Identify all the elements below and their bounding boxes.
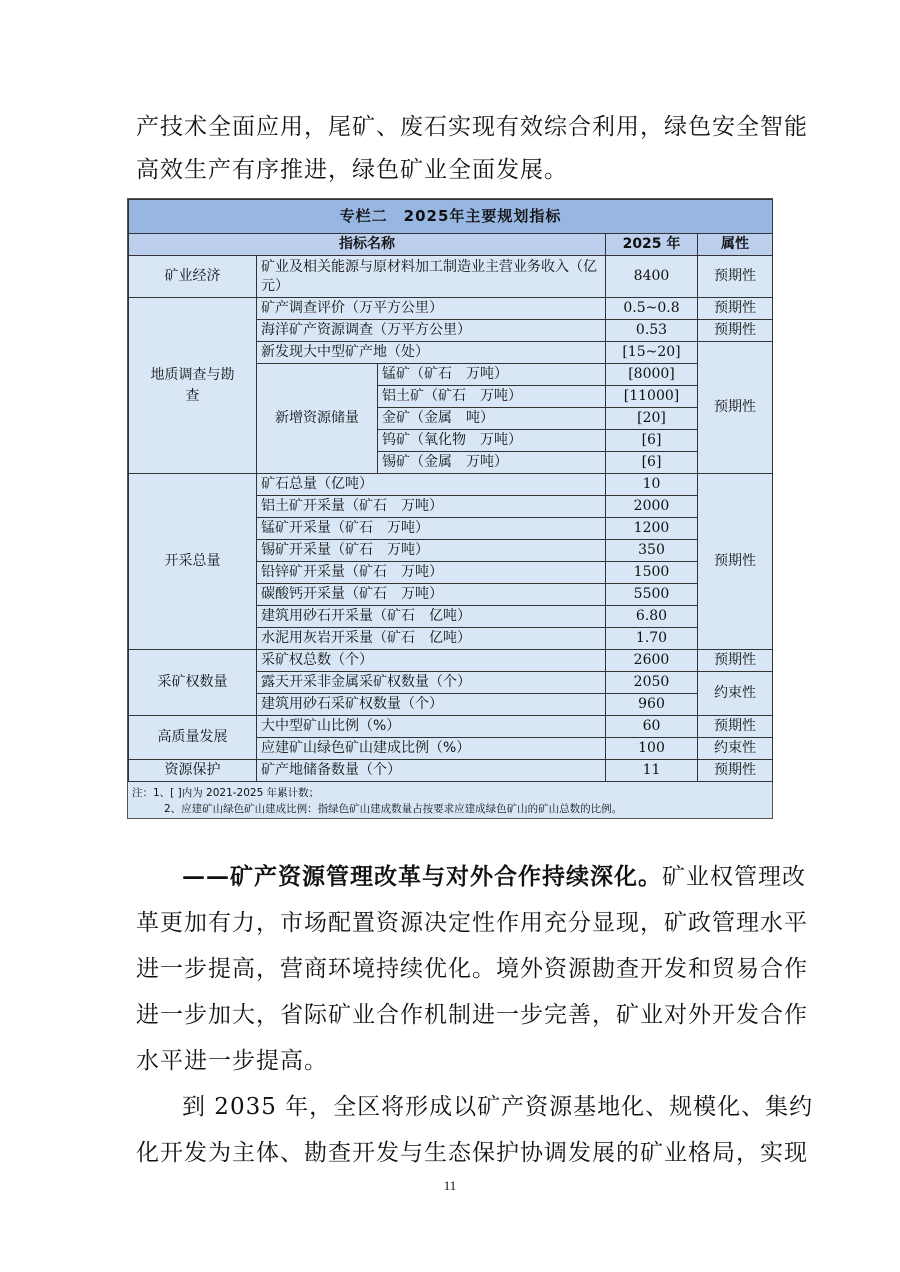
planning-indicators-table — [127, 198, 773, 819]
table-row — [129, 256, 773, 298]
paragraph-1-heading: ——矿产资源管理改革与对外合作持续深化。 — [182, 863, 662, 890]
indicator-cell: 水泥用灰岩开采量（矿石 亿吨） — [257, 628, 606, 650]
table-row — [129, 474, 773, 496]
indicator-cell: 海洋矿产资源调查（万平方公里） — [257, 320, 606, 342]
attribute-cell: 预期性 — [698, 256, 773, 298]
category-protection: 资源保护 — [129, 760, 257, 782]
intro-line-1: 产技术全面应用，尾矿、废石实现有效综合利用，绿色安全智能 — [136, 114, 808, 140]
indicator-table — [128, 199, 773, 782]
value-cell: 1500 — [606, 562, 698, 584]
indicator-cell: 金矿（金属 吨） — [378, 408, 606, 430]
indicator-cell: 钨矿（氧化物 万吨） — [378, 430, 606, 452]
header-attribute: 属性 — [698, 234, 773, 256]
attribute-cell: 预期性 — [698, 760, 773, 782]
indicator-cell: 锰矿开采量（矿石 万吨） — [257, 518, 606, 540]
indicator-cell: 矿业及相关能源与原材料加工制造业主营业务收入（亿元） — [257, 256, 606, 298]
indicator-cell: 建筑用砂石开采量（矿石 亿吨） — [257, 606, 606, 628]
attribute-cell: 预期性 — [698, 320, 773, 342]
table-notes — [128, 782, 772, 817]
category-rights: 采矿权数量 — [129, 650, 257, 716]
value-cell: 960 — [606, 694, 698, 716]
intro-line-2: 高效生产有序推进，绿色矿业全面发展。 — [136, 157, 568, 183]
value-cell: 8400 — [606, 256, 698, 298]
paragraph-2-line-2: 化开发为主体、勘查开发与生态保护协调发展的矿业格局，实现 — [136, 1140, 808, 1166]
indicator-cell: 新发现大中型矿产地（处） — [257, 342, 606, 364]
attribute-cell: 预期性 — [698, 342, 773, 474]
value-cell: [15~20] — [606, 342, 698, 364]
value-cell: [6] — [606, 452, 698, 474]
table-title: 专栏二 2025年主要规划指标 — [129, 200, 773, 234]
paragraph-1-line-1 — [182, 858, 806, 891]
value-cell: 60 — [606, 716, 698, 738]
value-cell: 5500 — [606, 584, 698, 606]
value-cell: 2600 — [606, 650, 698, 672]
value-cell: 1.70 — [606, 628, 698, 650]
value-cell: 0.5~0.8 — [606, 298, 698, 320]
category-quality: 高质量发展 — [129, 716, 257, 760]
indicator-cell: 大中型矿山比例（%） — [257, 716, 606, 738]
attribute-cell: 预期性 — [698, 716, 773, 738]
indicator-cell: 锡矿（金属 万吨） — [378, 452, 606, 474]
table-row — [129, 298, 773, 320]
header-year: 2025 年 — [606, 234, 698, 256]
indicator-cell: 采矿权总数（个） — [257, 650, 606, 672]
indicator-cell: 应建矿山绿色矿山建成比例（%） — [257, 738, 606, 760]
value-cell: [6] — [606, 430, 698, 452]
attribute-cell: 预期性 — [698, 474, 773, 650]
indicator-cell: 矿产调查评价（万平方公里） — [257, 298, 606, 320]
indicator-cell: 铅锌矿开采量（矿石 万吨） — [257, 562, 606, 584]
indicator-cell: 锰矿（矿石 万吨） — [378, 364, 606, 386]
indicator-cell: 锡矿开采量（矿石 万吨） — [257, 540, 606, 562]
indicator-cell: 碳酸钙开采量（矿石 万吨） — [257, 584, 606, 606]
value-cell: 11 — [606, 760, 698, 782]
paragraph-1-lead: 矿业权管理改 — [662, 864, 806, 890]
attribute-cell: 约束性 — [698, 738, 773, 760]
attribute-cell: 预期性 — [698, 650, 773, 672]
indicator-cell: 铝土矿（矿石 万吨） — [378, 386, 606, 408]
paragraph-1-line-4: 进一步加大，省际矿业合作机制进一步完善，矿业对外开发合作 — [136, 1002, 808, 1028]
paragraph-2-line-1: 到 2035 年，全区将形成以矿产资源基地化、规模化、集约 — [182, 1094, 814, 1120]
category-mining-economy: 矿业经济 — [129, 256, 257, 298]
value-cell: 6.80 — [606, 606, 698, 628]
indicator-cell: 铝土矿开采量（矿石 万吨） — [257, 496, 606, 518]
table-row — [129, 760, 773, 782]
category-geology-label: 地质调查与勘查 — [150, 366, 235, 404]
table-row — [129, 716, 773, 738]
indicator-cell: 建筑用砂石采矿权数量（个） — [257, 694, 606, 716]
value-cell: 350 — [606, 540, 698, 562]
value-cell: 0.53 — [606, 320, 698, 342]
value-cell: 2050 — [606, 672, 698, 694]
reserve-group-label: 新增资源储量 — [257, 364, 378, 474]
header-indicator: 指标名称 — [129, 234, 606, 256]
table-header-row — [129, 234, 773, 256]
value-cell: 2000 — [606, 496, 698, 518]
paragraph-1-line-5: 水平进一步提高。 — [136, 1048, 328, 1074]
page-number: 11 — [443, 1178, 457, 1193]
category-geology — [129, 298, 257, 474]
indicator-cell: 露天开采非金属采矿权数量（个） — [257, 672, 606, 694]
indicator-cell: 矿石总量（亿吨） — [257, 474, 606, 496]
category-mining: 开采总量 — [129, 474, 257, 650]
table-title-row — [129, 200, 773, 234]
value-cell: [11000] — [606, 386, 698, 408]
attribute-cell: 约束性 — [698, 672, 773, 716]
value-cell: 100 — [606, 738, 698, 760]
value-cell: [8000] — [606, 364, 698, 386]
value-cell: 1200 — [606, 518, 698, 540]
note-1: 注：1、[ ]内为 2021-2025 年累计数； — [132, 787, 320, 799]
paragraph-1-line-3: 进一步提高，营商环境持续优化。境外资源勘查开发和贸易合作 — [136, 956, 808, 982]
attribute-cell: 预期性 — [698, 298, 773, 320]
note-2: 2、应建矿山绿色矿山建成比例：指绿色矿山建成数量占按要求应建成绿色矿山的矿山总数的比例。 — [164, 803, 623, 815]
indicator-cell: 矿产地储备数量（个） — [257, 760, 606, 782]
paragraph-1-line-2: 革更加有力，市场配置资源决定性作用充分显现，矿政管理水平 — [136, 910, 808, 936]
value-cell: 10 — [606, 474, 698, 496]
value-cell: [20] — [606, 408, 698, 430]
table-row — [129, 650, 773, 672]
